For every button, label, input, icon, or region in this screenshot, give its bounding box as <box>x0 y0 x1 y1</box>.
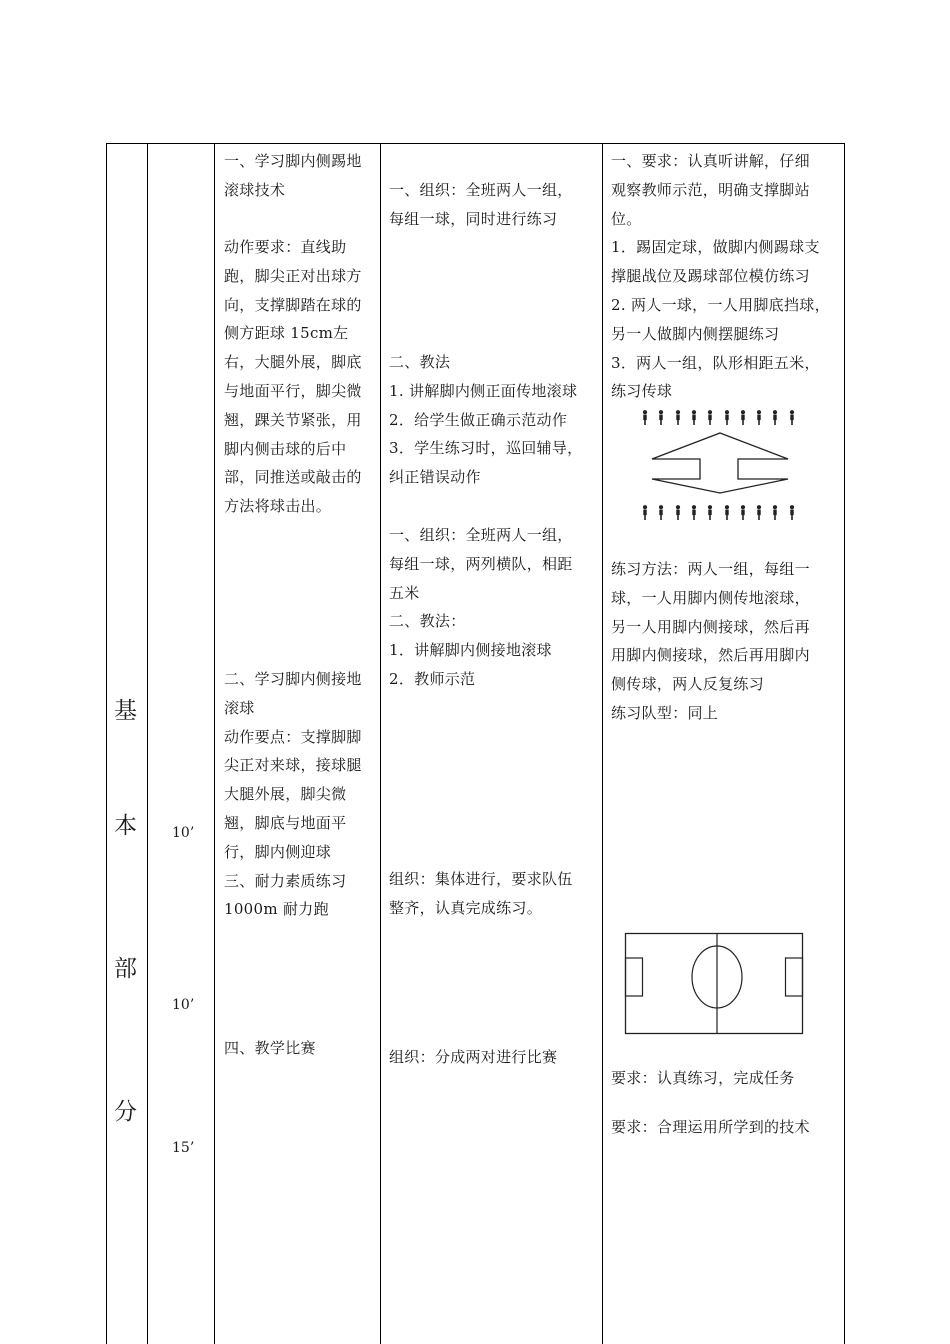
player-icon <box>771 410 779 425</box>
player-icon <box>739 410 747 425</box>
section-char-1: 基 <box>114 698 137 724</box>
content-part1-requirements: 动作要求：直线助 跑，脚尖正对出球方 向，支撑脚踏在球的 侧方距球 15cm左 右，大腿外展，脚底 与地面平行，脚尖微 翘，踝关节紧张，用 脚内侧击球的后中 部，同推送或敲击的 方法将球击出。 <box>224 238 362 516</box>
content-part2-and-3: 二、学习脚内侧接地 滚球 动作要点：支撑脚脚 尖正对来球，接球腿 大腿外展，脚尖微 翘，脚底与地面平 行，脚内侧迎球 三、耐力素质练习 1000m 耐力跑 <box>224 670 362 919</box>
table-right-border <box>844 143 845 1344</box>
method-org3: 组织：集体进行，要求队伍 整齐，认真完成练习。 <box>389 870 573 917</box>
time-endurance: 10’ <box>172 825 195 841</box>
player-icon <box>755 410 763 425</box>
formation-diagram <box>610 400 830 530</box>
player-icon <box>788 410 796 425</box>
requirement-req3: 要求：认真练习，完成任务 <box>611 1069 795 1087</box>
player-icon <box>674 505 682 520</box>
player-icon <box>674 410 682 425</box>
column-divider-2 <box>214 143 215 1344</box>
player-icon <box>771 505 779 520</box>
player-icon <box>690 410 698 425</box>
field-left-penalty-box <box>626 958 643 996</box>
player-icon <box>641 410 649 425</box>
section-char-2: 本 <box>114 813 137 839</box>
column-divider-3 <box>380 143 381 1344</box>
requirement-req1: 一、要求：认真听讲解，仔细 观察教师示范，明确支撑脚站 位。 1．踢固定球，做脚内侧踢球支 撑腿战位及踢球部位模仿练习 2. 两人一球，一人用脚底挡球， 另一人做脚内侧摆腿练习 3．两人一组，队形相距五米， 练习传球 <box>611 152 830 401</box>
content-part4: 四、教学比赛 <box>224 1039 316 1057</box>
content-part1-title: 一、学习脚内侧踢地 滚球技术 <box>224 152 362 199</box>
player-icon <box>706 505 714 520</box>
method-org4: 组织：分成两对进行比赛 <box>389 1048 558 1066</box>
player-icon <box>723 410 731 425</box>
method-org2: 一、组织：全班两人一组， 每组一球，两列横队，相距 五米 二、教法： 1．讲解脚内侧接地滚球 2．教师示范 <box>389 526 573 688</box>
time-game: 10’ <box>172 997 195 1013</box>
field-boundary <box>626 934 803 1034</box>
football-field-diagram <box>624 932 806 1036</box>
player-icon <box>657 505 665 520</box>
player-icon <box>706 410 714 425</box>
time-extra: 15’ <box>172 1140 195 1156</box>
table-top-border <box>106 143 845 144</box>
player-icon <box>690 505 698 520</box>
method-org1: 一、组织：全班两人一组， 每组一球，同时进行练习 <box>389 181 573 228</box>
player-icon <box>657 410 665 425</box>
player-icon <box>723 505 731 520</box>
table-left-border <box>106 143 107 1344</box>
player-icon <box>755 505 763 520</box>
column-divider-1 <box>147 143 148 1344</box>
player-icon <box>641 505 649 520</box>
field-right-penalty-box <box>786 958 803 996</box>
section-char-4: 分 <box>114 1099 137 1125</box>
section-char-3: 部 <box>114 956 137 982</box>
requirement-practice: 练习方法：两人一组，每组一 球，一人用脚内侧传地滚球， 另一人用脚内侧接球，然后再 用脚内侧接球，然后再用脚内 侧传球，两人反复练习 练习队型：同上 <box>611 560 810 722</box>
column-divider-4 <box>602 143 603 1344</box>
method-teach1: 二、教法 1. 讲解脚内侧正面传地滚球 2．给学生做正确示范动作 3．学生练习时，巡回辅导， 纠正错误动作 <box>389 353 583 487</box>
requirement-req4: 要求：合理运用所学到的技术 <box>611 1118 810 1136</box>
player-icon <box>788 505 796 520</box>
player-icon <box>739 505 747 520</box>
